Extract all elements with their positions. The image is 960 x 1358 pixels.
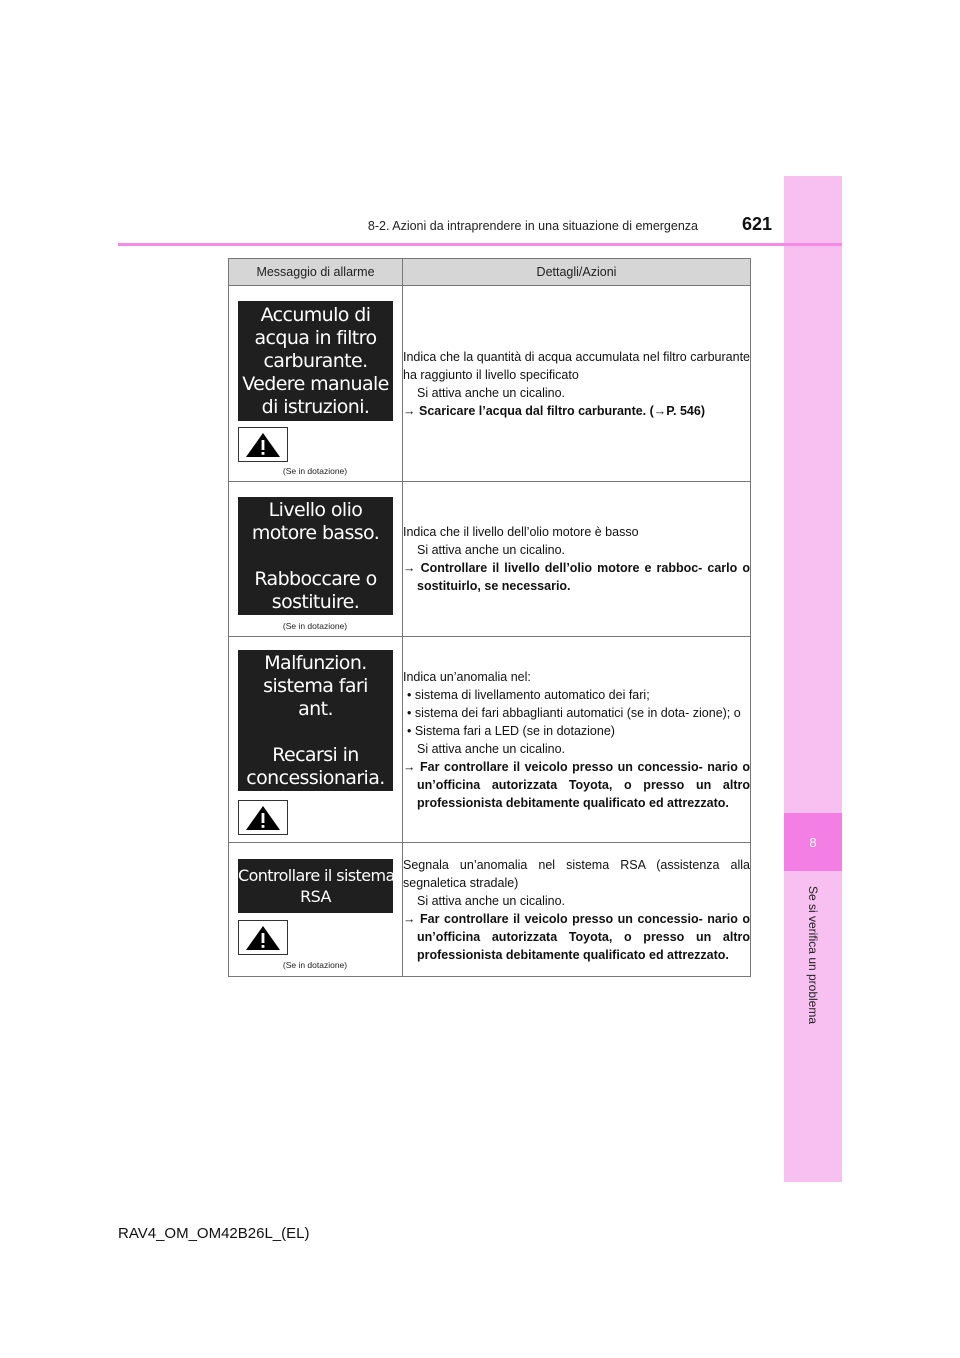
arrow-icon: → — [403, 759, 416, 774]
details-cell — [403, 482, 751, 637]
chapter-title-text: Se si verifica un problema — [806, 885, 821, 1025]
chapter-side-tab — [784, 176, 842, 1182]
display-line: Malfunzion. — [264, 651, 367, 674]
page-number: 621 — [741, 214, 772, 234]
action-label: Scaricare l’acqua dal filtro carburante. (→P. 546) — [418, 403, 705, 418]
equipped-note: (Se in dotazione) — [282, 621, 348, 631]
display-line: Livello olio — [268, 498, 363, 521]
display-line: concessionaria. — [246, 766, 385, 789]
arrow-icon: → — [403, 403, 416, 418]
display-message — [238, 301, 393, 421]
display-line: sistema fari — [263, 674, 368, 697]
list-item: • Sistema fari a LED (se in dotazione) — [407, 723, 615, 738]
action-label: Far controllare il veicolo presso un concessio- nario o un’officina autorizzata Toyota, o presso un altro professionista debitamente qualificato ed attrezzato. — [417, 911, 750, 962]
display-line — [238, 545, 393, 568]
table-header-row — [229, 259, 751, 286]
display-line: Recarsi in — [272, 743, 359, 766]
alarm-message-table — [228, 258, 751, 977]
display-line: RSA — [300, 887, 331, 906]
message-cell — [229, 637, 403, 843]
document-code: RAV4_OM_OM42B26L_(EL) — [118, 1225, 310, 1242]
action-text — [403, 910, 750, 964]
display-line: di istruzioni. — [261, 395, 370, 418]
action-text — [403, 402, 750, 420]
list-item: • sistema di livellamento automatico dei fari; — [407, 687, 650, 702]
details-text: Indica che la quantità di acqua accumulata nel filtro carburante ha raggiunto il livello specificato — [403, 349, 750, 382]
section-title: 8-2. Azioni da intraprendere in una situazione di emergenza — [367, 219, 698, 233]
display-message — [238, 497, 393, 615]
message-cell — [229, 482, 403, 637]
details-cell — [403, 843, 751, 977]
display-line: Rabboccare o — [254, 567, 377, 590]
buzzer-note: Si attiva anche un cicalino. — [417, 543, 566, 557]
col-header-message: Messaggio di allarme — [229, 259, 403, 286]
table-row — [229, 482, 751, 637]
details-cell — [403, 286, 751, 482]
display-message — [238, 650, 393, 791]
buzzer-note: Si attiva anche un cicalino. — [417, 893, 566, 908]
chapter-title — [784, 880, 842, 1030]
display-line: sostituire. — [271, 590, 360, 613]
display-line: Vedere manuale — [242, 372, 389, 395]
buzzer-note: Si attiva anche un cicalino. — [417, 385, 566, 400]
display-line — [238, 721, 393, 744]
display-line: ant. — [298, 697, 333, 720]
warning-triangle-icon — [238, 800, 288, 835]
message-cell — [229, 843, 403, 977]
message-cell — [229, 286, 403, 482]
display-line: motore basso. — [251, 521, 380, 544]
display-line: carburante. — [263, 349, 368, 372]
buzzer-note: Si attiva anche un cicalino. — [417, 741, 566, 756]
header-rule — [118, 243, 842, 246]
equipped-note: (Se in dotazione) — [282, 960, 348, 970]
warning-triangle-icon — [238, 427, 288, 462]
arrow-icon: → — [403, 911, 416, 926]
details-cell — [403, 637, 751, 843]
warning-triangle-icon — [238, 920, 288, 955]
action-text — [403, 559, 750, 595]
col-header-details: Dettagli/Azioni — [403, 259, 751, 286]
display-message — [238, 859, 393, 913]
arrow-icon: → — [403, 561, 416, 575]
display-line: acqua in filtro — [254, 326, 377, 349]
action-label: Far controllare il veicolo presso un concessio- nario o un’officina autorizzata Toyota, o presso un altro professionista debitamente qualificato ed attrezzato. — [417, 759, 750, 810]
list-item: • sistema dei fari abbaglianti automatici (se in dota- zione); o — [407, 705, 741, 720]
details-text: Segnala un’anomalia nel sistema RSA (assistenza alla segnaletica stradale) — [403, 857, 750, 890]
action-text — [403, 758, 750, 812]
details-text: Indica un’anomalia nel: — [403, 669, 531, 684]
details-text: Indica che il livello dell’olio motore è basso — [403, 525, 639, 539]
equipped-note: (Se in dotazione) — [282, 466, 348, 476]
chapter-number: 8 — [784, 813, 842, 871]
table-row — [229, 843, 751, 977]
table-row — [229, 286, 751, 482]
display-line: Accumulo di — [260, 303, 371, 326]
display-line: Controllare il sistema — [238, 866, 395, 885]
action-label: Controllare il livello dell’olio motore e rabboc- carlo o sostituirlo, se necessario. — [417, 561, 750, 593]
table-row — [229, 637, 751, 843]
